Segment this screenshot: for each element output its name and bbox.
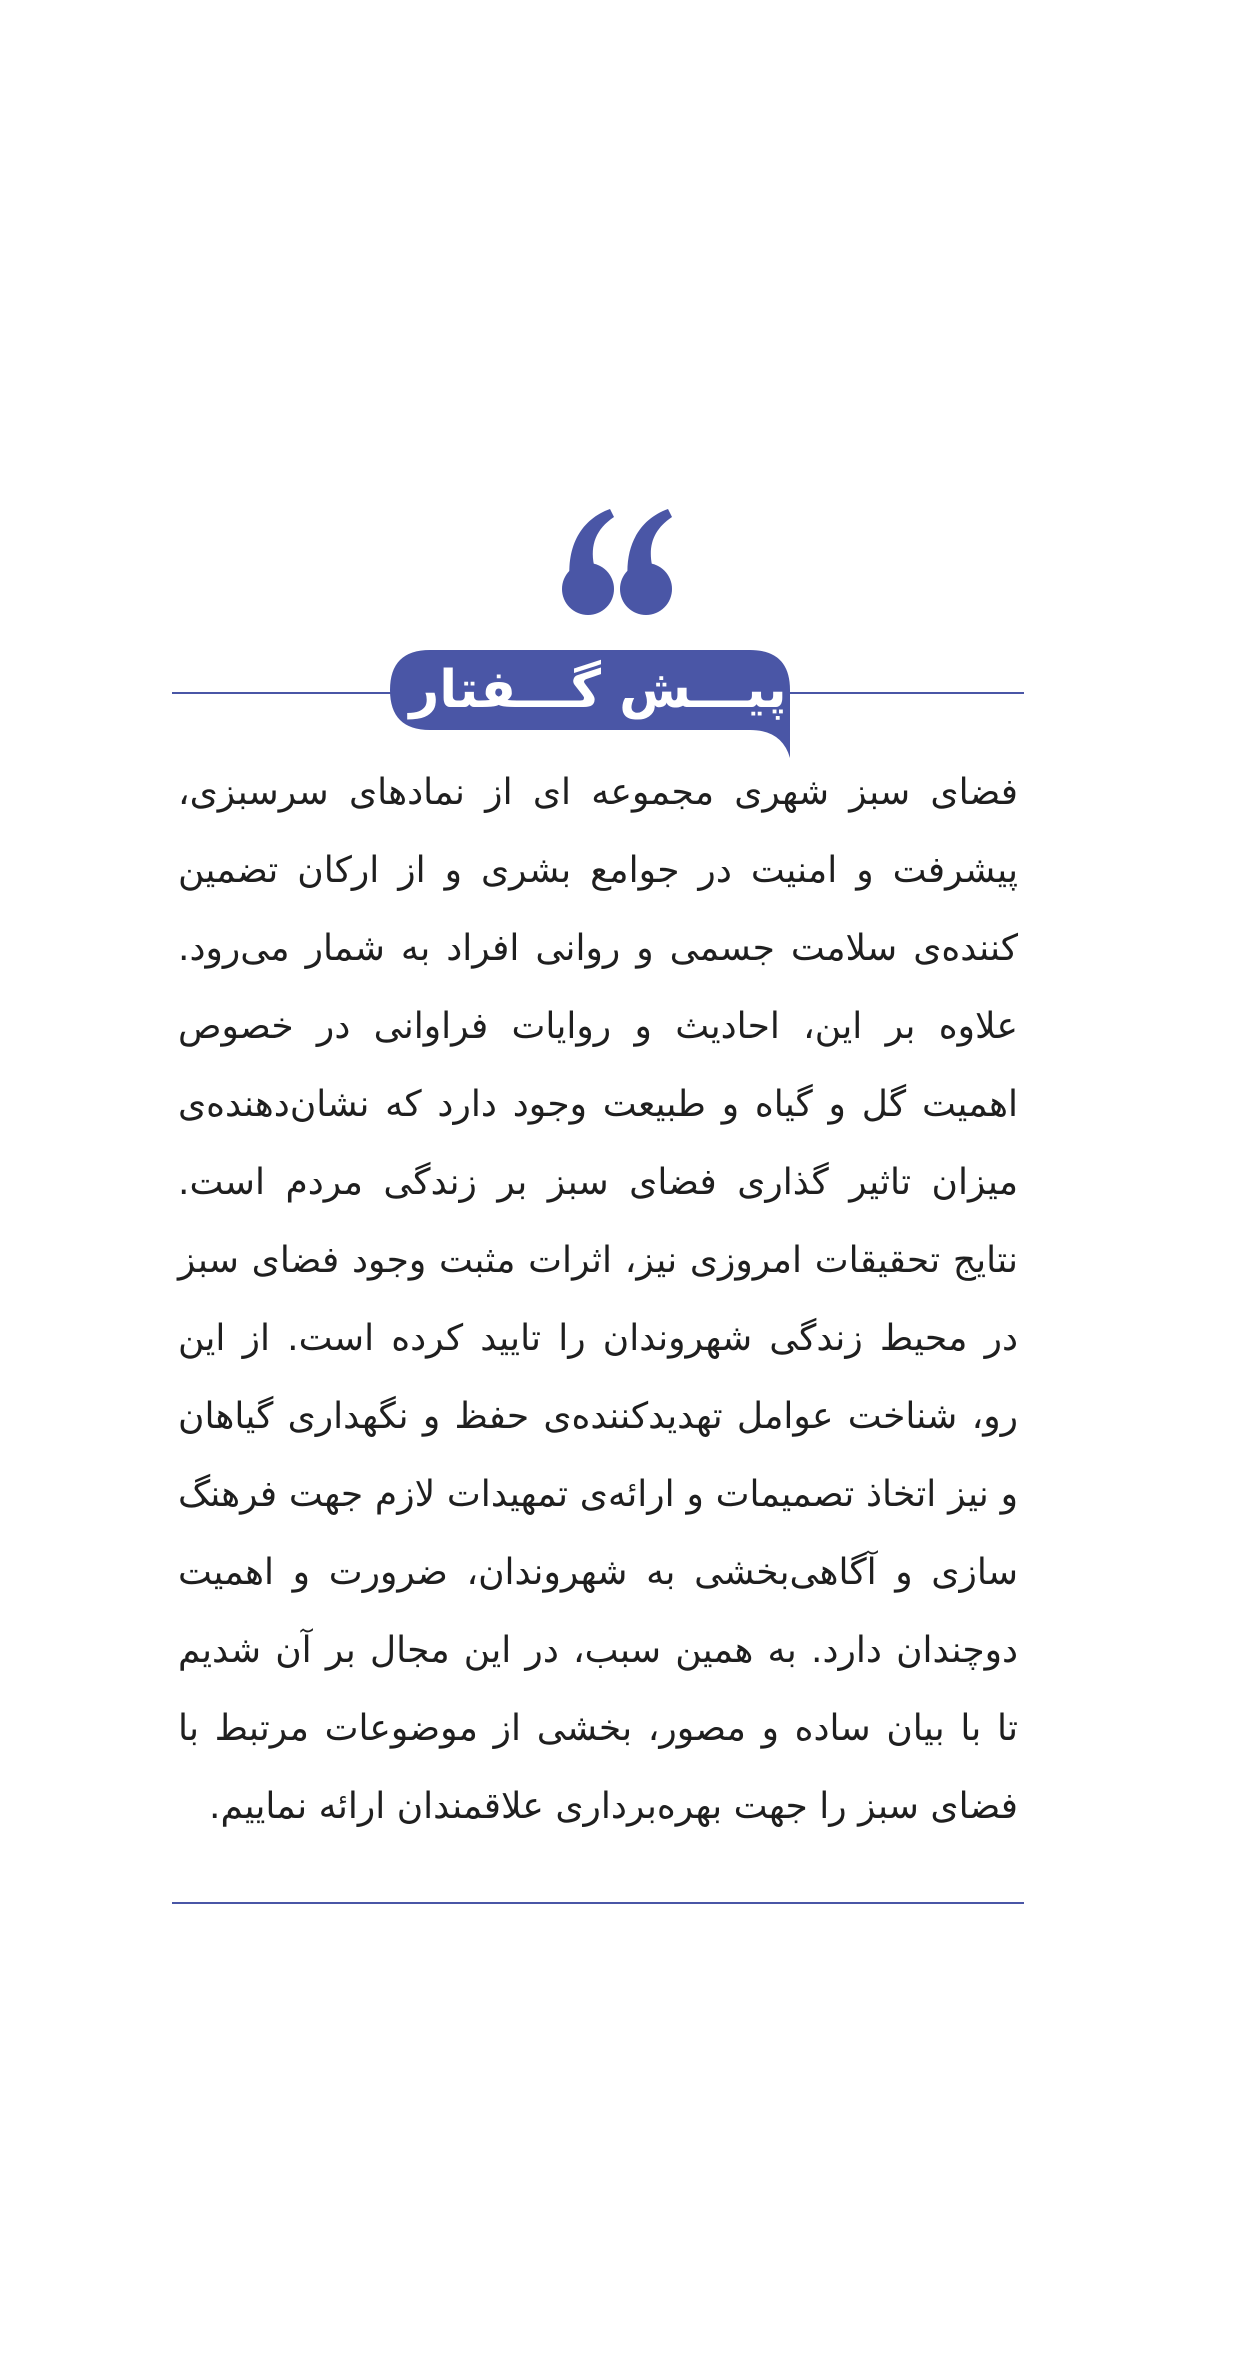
footer-rule xyxy=(172,1902,1024,1904)
header-rule-left xyxy=(172,692,400,694)
page-title: پیـــش گـــفتار xyxy=(409,660,787,720)
preface-paragraph: فضای سبز شهری مجموعه ای از نمادهای سرسبزی، پیشرفت و امنیت در جوامع بشری و از ارکان تضمین کننده‌ی سلامت جسمی و روانی افراد به شمار می‌رود. علاوه بر این، احادیث و روایات فراوانی در خصوص اهمیت گل و گیاه و طبیعت وجود دارد که نشان‌دهنده‌ی میزان تاثیر گذاری فضای سبز بر زندگی مردم است. نتایج تحقیقات امروزی نیز، اثرات مثبت وجود فضای سبز در محیط زندگی شهروندان را تایید کرده است. از این رو، شناخت عوامل تهدیدکننده‌ی حفظ و نگهداری گیاهان و نیز اتخاذ تصمیمات و ارائه‌ی تمهیدات لازم جهت فرهنگ سازی و آگاهی‌بخشی به شهروندان، ضرورت و اهمیت دوچندان دارد. به همین سبب، در این مجال بر آن شدیم تا با بیان ساده و مصور، بخشی از موضوعات مرتبط با فضای سبز را جهت بهره‌برداری علاقمندان ارائه نماییم. xyxy=(178,772,1018,1827)
section-title-badge xyxy=(390,650,810,760)
quotation-mark-icon xyxy=(560,505,680,620)
header-rule-right xyxy=(790,692,1024,694)
quotation-mark-icon-svg xyxy=(560,505,680,620)
